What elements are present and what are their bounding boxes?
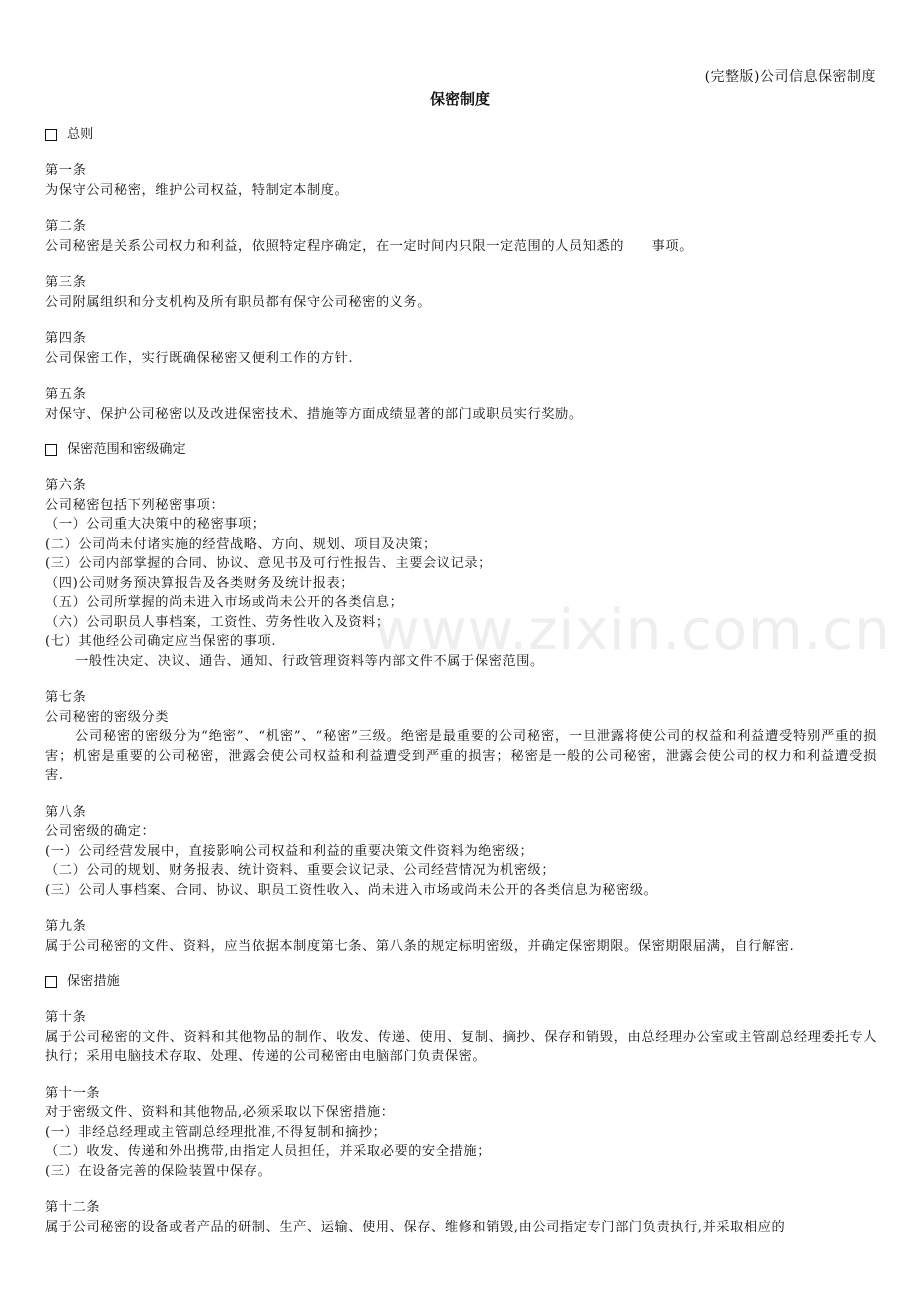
list-item: （一）公司重大决策中的秘密事项； [45, 517, 266, 532]
section-heading-label: 总则 [67, 127, 94, 142]
list-item: (三）公司内部掌握的合同、协议、意见书及可行性报告、主要会议记录； [45, 556, 492, 571]
list-item: （五）公司所掌握的尚未进入市场或尚未公开的各类信息； [45, 595, 404, 610]
checkbox-icon [45, 976, 57, 988]
article-label: 第五条 [45, 387, 87, 402]
article-label: 第七条 [45, 690, 87, 705]
article-label: 第八条 [45, 804, 87, 820]
article-note: 一般性决定、决议、通告、通知、行政管理资料等内部文件不属于保密范围。 [75, 653, 544, 669]
checkbox-icon [45, 444, 57, 456]
document-body [45, 124, 877, 1237]
document-header-label: (完整版)公司信息保密制度 [704, 69, 876, 85]
article-intro: 公司秘密包括下列秘密事项： [45, 497, 225, 513]
page-title: 保密制度 [429, 90, 490, 108]
list-item: （六）公司职员人事档案，工资性、劳务性收入及资料； [45, 614, 390, 630]
list-item: (一）公司经营发展中，直接影响公司权益和利益的重要决策文件资料为绝密级； [45, 843, 534, 859]
article-label: 第十二条 [45, 1200, 101, 1215]
article-text: 公司附属组织和分支机构及所有职员都有保守公司秘密的义务。 [45, 294, 432, 310]
article-subtitle: 公司秘密的密级分类 [45, 709, 170, 725]
section-heading-label: 保密措施 [67, 974, 120, 989]
list-item: （二）收发、传递和外出携带,由指定人员担任，并采取必要的安全措施； [45, 1144, 491, 1159]
article-label: 第十一条 [45, 1085, 101, 1101]
article-text: 公司秘密的密级分为“绝密”、“机密”、“秘密”三级。绝密是最重要的公司秘密，一旦泄露将使公司的权益和利益遭受特别严重的损害；机密是重要的公司秘密，泄露会使公司权益和利益遭受到严重的损害；秘密是一般的公司秘密，泄露会使公司的权力和利益遭受损害. [45, 729, 877, 783]
list-item: (七）其他经公司确定应当保密的事项. [45, 634, 277, 649]
article-label: 第四条 [45, 331, 87, 346]
article-text: 公司保密工作，实行既确保秘密又便利工作的方针. [45, 350, 354, 366]
checkbox-icon [45, 129, 57, 141]
article-text: 属于公司秘密的文件、资料和其他物品的制作、收发、传递、使用、复制、摘抄、保存和销毁，由总经理办公室或主管副总经理委托专人执行；采用电脑技术存取、处理、传递的公司秘密由电脑部门负责保密。 [45, 1029, 877, 1064]
list-item: (三）在设备完善的保险装置中保存。 [45, 1163, 272, 1179]
article-text: 属于公司秘密的文件、资料，应当依据本制度第七条、第八条的规定标明密级，并确定保密期限。保密期限届满，自行解密. [45, 938, 795, 954]
article-label: 第九条 [45, 919, 87, 934]
section-heading-label: 保密范围和密级确定 [67, 442, 186, 457]
article-text: 公司秘密是关系公司权力和利益，依照特定程序确定，在一定时间内只限一定范围的人员知悉的 事项。 [45, 238, 694, 254]
article-label: 第二条 [45, 219, 87, 234]
list-item: （二）公司的规划、财务报表、统计资料、重要会议记录、公司经营情况为机密级； [45, 863, 556, 878]
list-item: (二）公司尚未付诸实施的经营战略、方向、规划、项目及决策； [45, 536, 437, 552]
article-intro: 公司密级的确定： [45, 824, 156, 839]
article-label: 第六条 [45, 478, 87, 493]
article-label: 第一条 [45, 163, 87, 178]
article-intro: 对于密级文件、资料和其他物品,必须采取以下保密措施： [45, 1105, 395, 1120]
article-label: 第三条 [45, 275, 87, 290]
watermark-text: www.zixin.com.cn [374, 598, 891, 663]
list-item: （四)公司财务预决算报告及各类财务及统计报表； [45, 575, 355, 591]
list-item: (一）非经总经理或主管副总经理批准,不得复制和摘抄； [45, 1124, 387, 1140]
section-heading-scope [45, 439, 877, 461]
list-item: (三）公司人事档案、合同、协议、职员工资性收入、尚未进入市场或尚未公开的各类信息为秘密级。 [45, 882, 658, 898]
section-heading-measures [45, 971, 877, 993]
article-text: 为保守公司秘密，维护公司权益，特制定本制度。 [45, 182, 349, 198]
article-label: 第十条 [45, 1010, 87, 1025]
article-text: 属于公司秘密的设备或者产品的研制、生产、运输、使用、保存、维修和销毁,由公司指定专门部门负责执行,并采取相应的 [45, 1219, 786, 1235]
article-text: 对保守、保护公司秘密以及改进保密技术、措施等方面成绩显著的部门或职员实行奖励。 [45, 406, 583, 422]
section-heading-general [45, 124, 877, 146]
